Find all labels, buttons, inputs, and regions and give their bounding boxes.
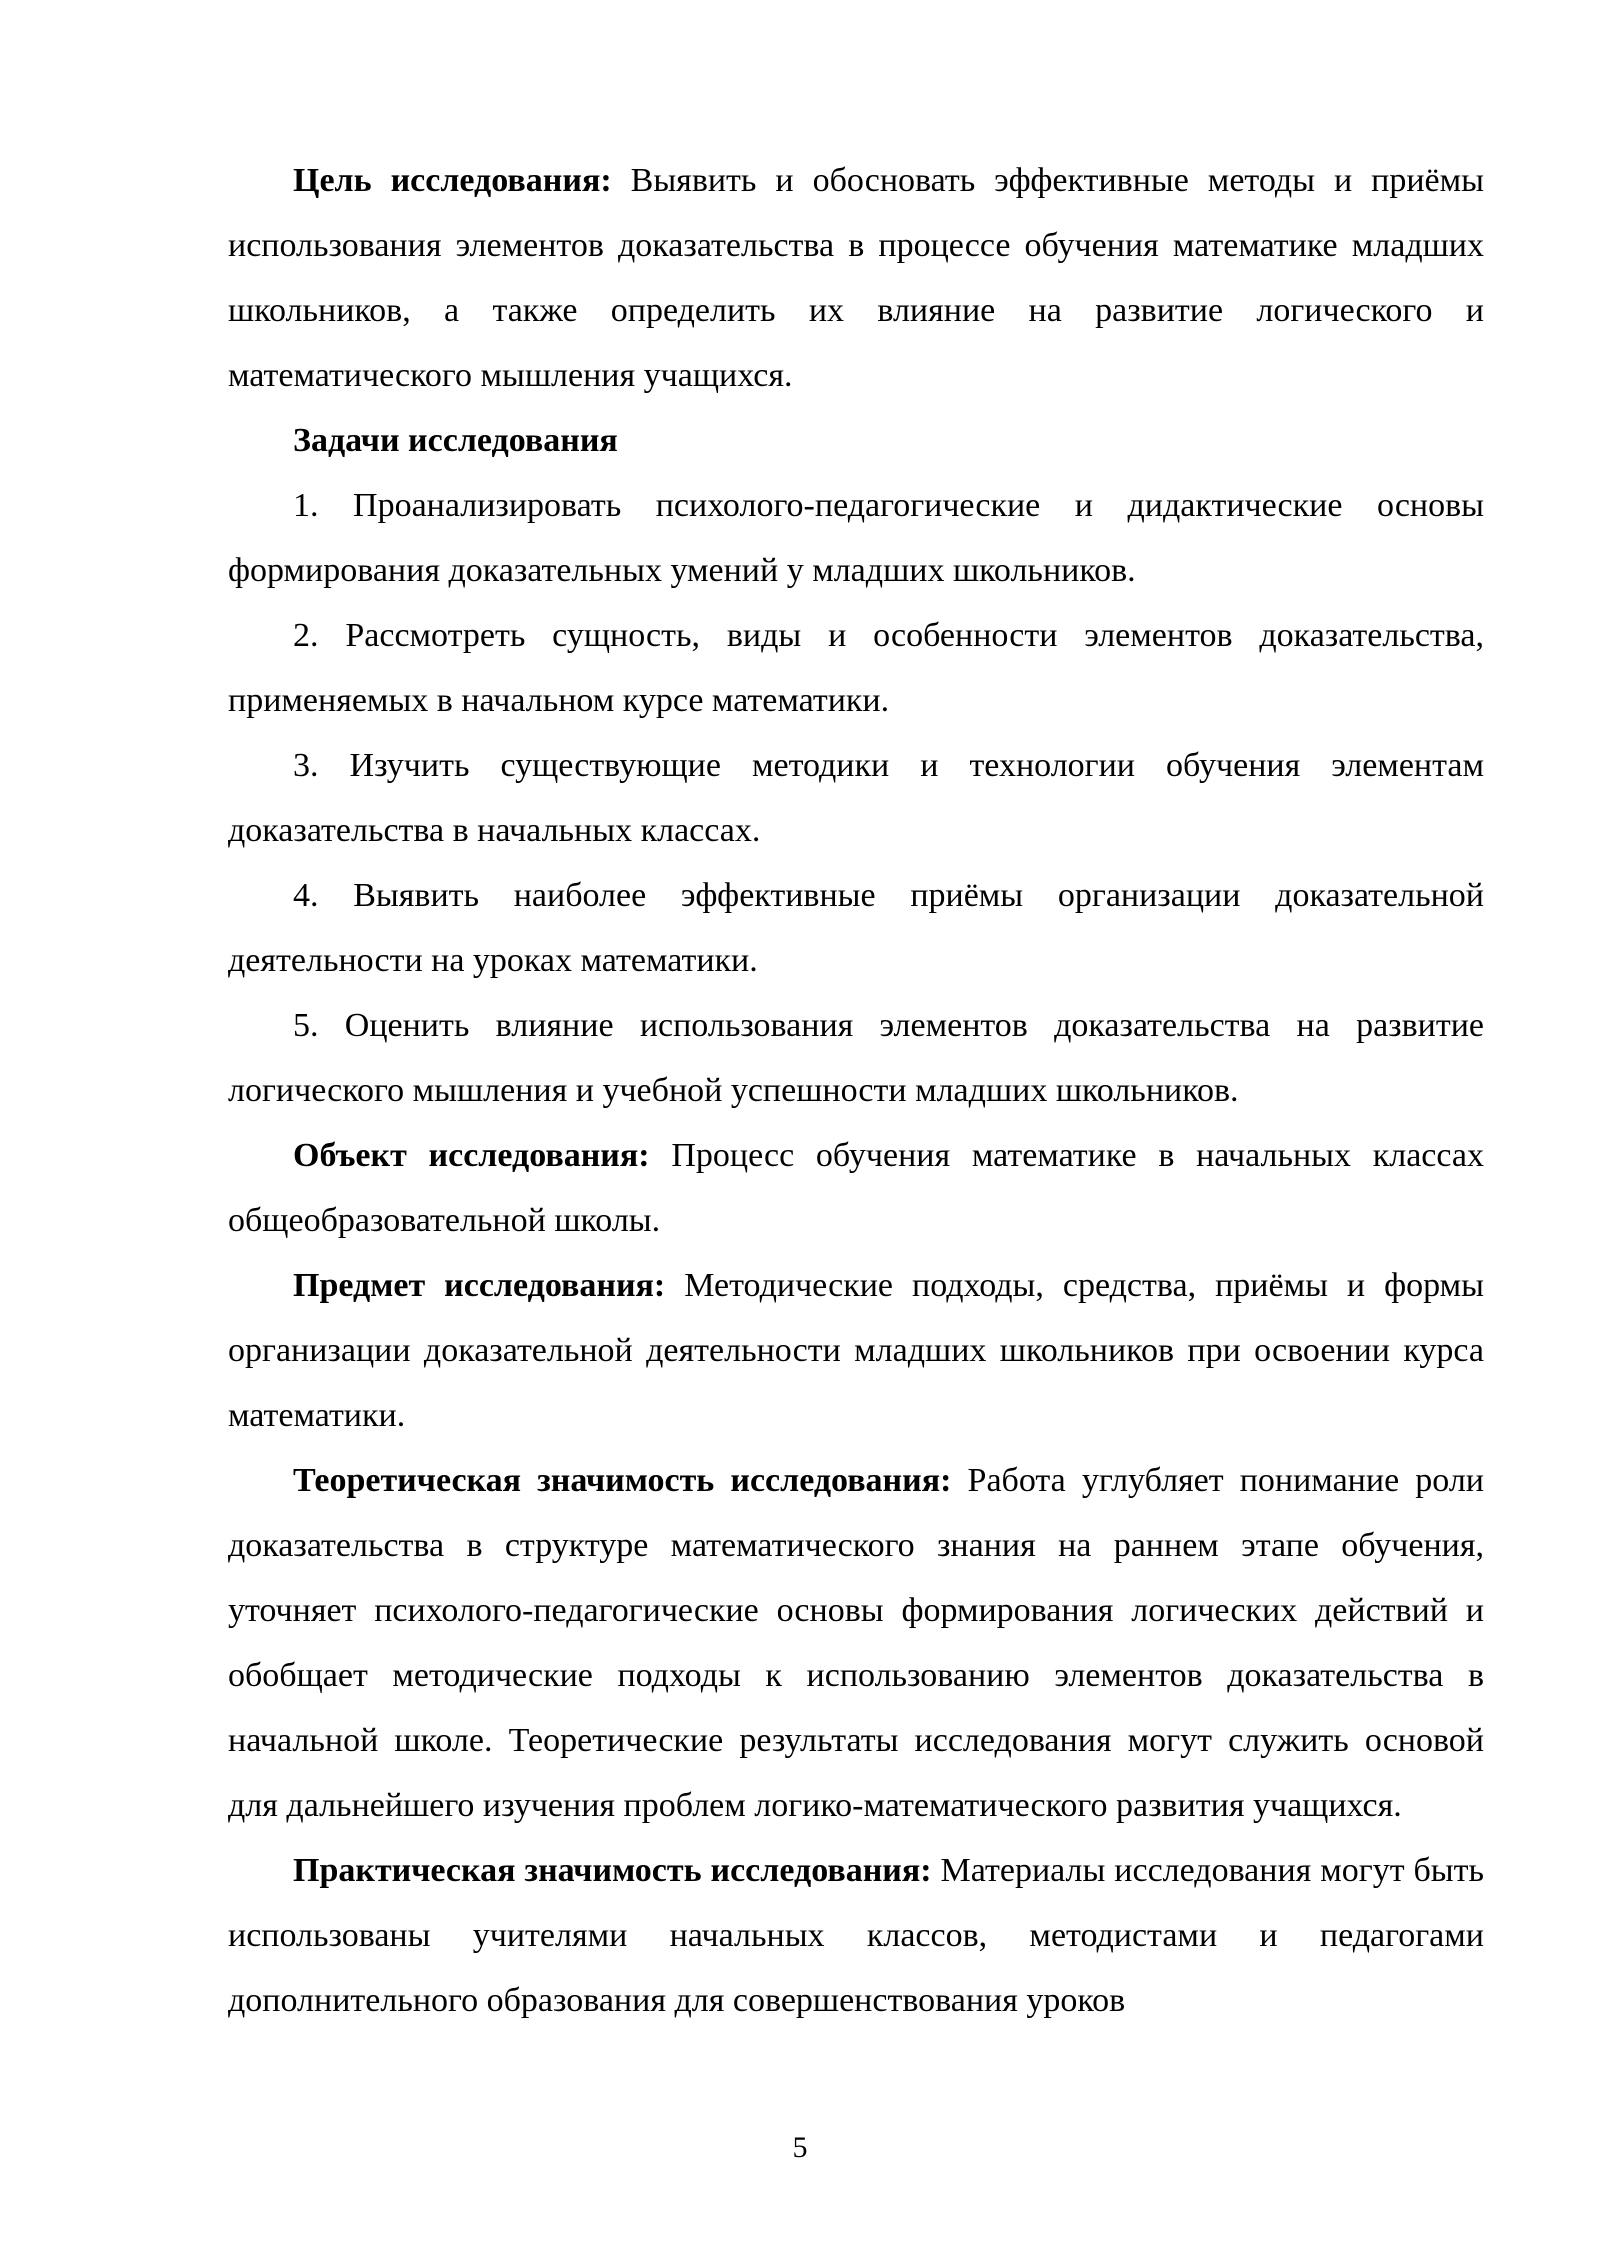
task-item: 3. Изучить существующие методики и технологии обучения элементам доказательства в начальных классах. — [228, 747, 1484, 849]
task-item: 4. Выявить наиболее эффективные приёмы организации доказательной деятельности на уроках математики. — [228, 877, 1484, 979]
goal-text: Выявить и обосновать эффективные методы и приёмы использования элементов доказательства в процессе обучения математике младших школьников, а также определить их влияние на развитие логического и математического мышления учащихся. — [228, 162, 1484, 394]
document-page — [228, 148, 1484, 2033]
object-label: Объект исследования: — [293, 1137, 650, 1174]
goal-label: Цель исследования: — [293, 162, 612, 199]
task-item: 5. Оценить влияние использования элементов доказательства на развитие логического мышления и учебной успешности младших школьников. — [228, 1007, 1484, 1109]
page-number: 5 — [792, 2131, 808, 2164]
practical-label: Практическая значимость исследования: — [293, 1852, 932, 1889]
task-item: 1. Проанализировать психолого-педагогические и дидактические основы формирования доказательных умений у младших школьников. — [228, 487, 1484, 589]
subject-paragraph — [228, 1253, 1484, 1448]
tasks-heading: Задачи исследования — [293, 422, 618, 459]
theoretical-paragraph — [228, 1448, 1484, 1838]
subject-label: Предмет исследования: — [293, 1267, 666, 1304]
goal-paragraph — [228, 148, 1484, 408]
practical-paragraph — [228, 1838, 1484, 2033]
subject-text: Методические подходы, средства, приёмы и формы организации доказательной деятельности младших школьников при освоении курса математики. — [228, 1267, 1485, 1434]
practical-text: Материалы исследования могут быть использованы учителями начальных классов, методистами и педагогами дополнительного образования для совершенствования уроков — [228, 1852, 1485, 2019]
theoretical-label: Теоретическая значимость исследования: — [293, 1462, 952, 1499]
object-text: Процесс обучения математике в начальных классах общеобразовательной школы. — [228, 1137, 1484, 1239]
theoretical-text: Работа углубляет понимание роли доказательства в структуре математического знания на раннем этапе обучения, уточняет психолого-педагогические основы формирования логических действий и обобщает методические подходы к использованию элементов доказательства в начальной школе. Теоретические результаты исследования могут служить основой для дальнейшего изучения проблем логико-математического развития учащихся. — [228, 1462, 1484, 1824]
task-item: 2. Рассмотреть сущность, виды и особенности элементов доказательства, применяемых в начальном курсе математики. — [228, 617, 1484, 719]
object-paragraph — [228, 1123, 1484, 1253]
